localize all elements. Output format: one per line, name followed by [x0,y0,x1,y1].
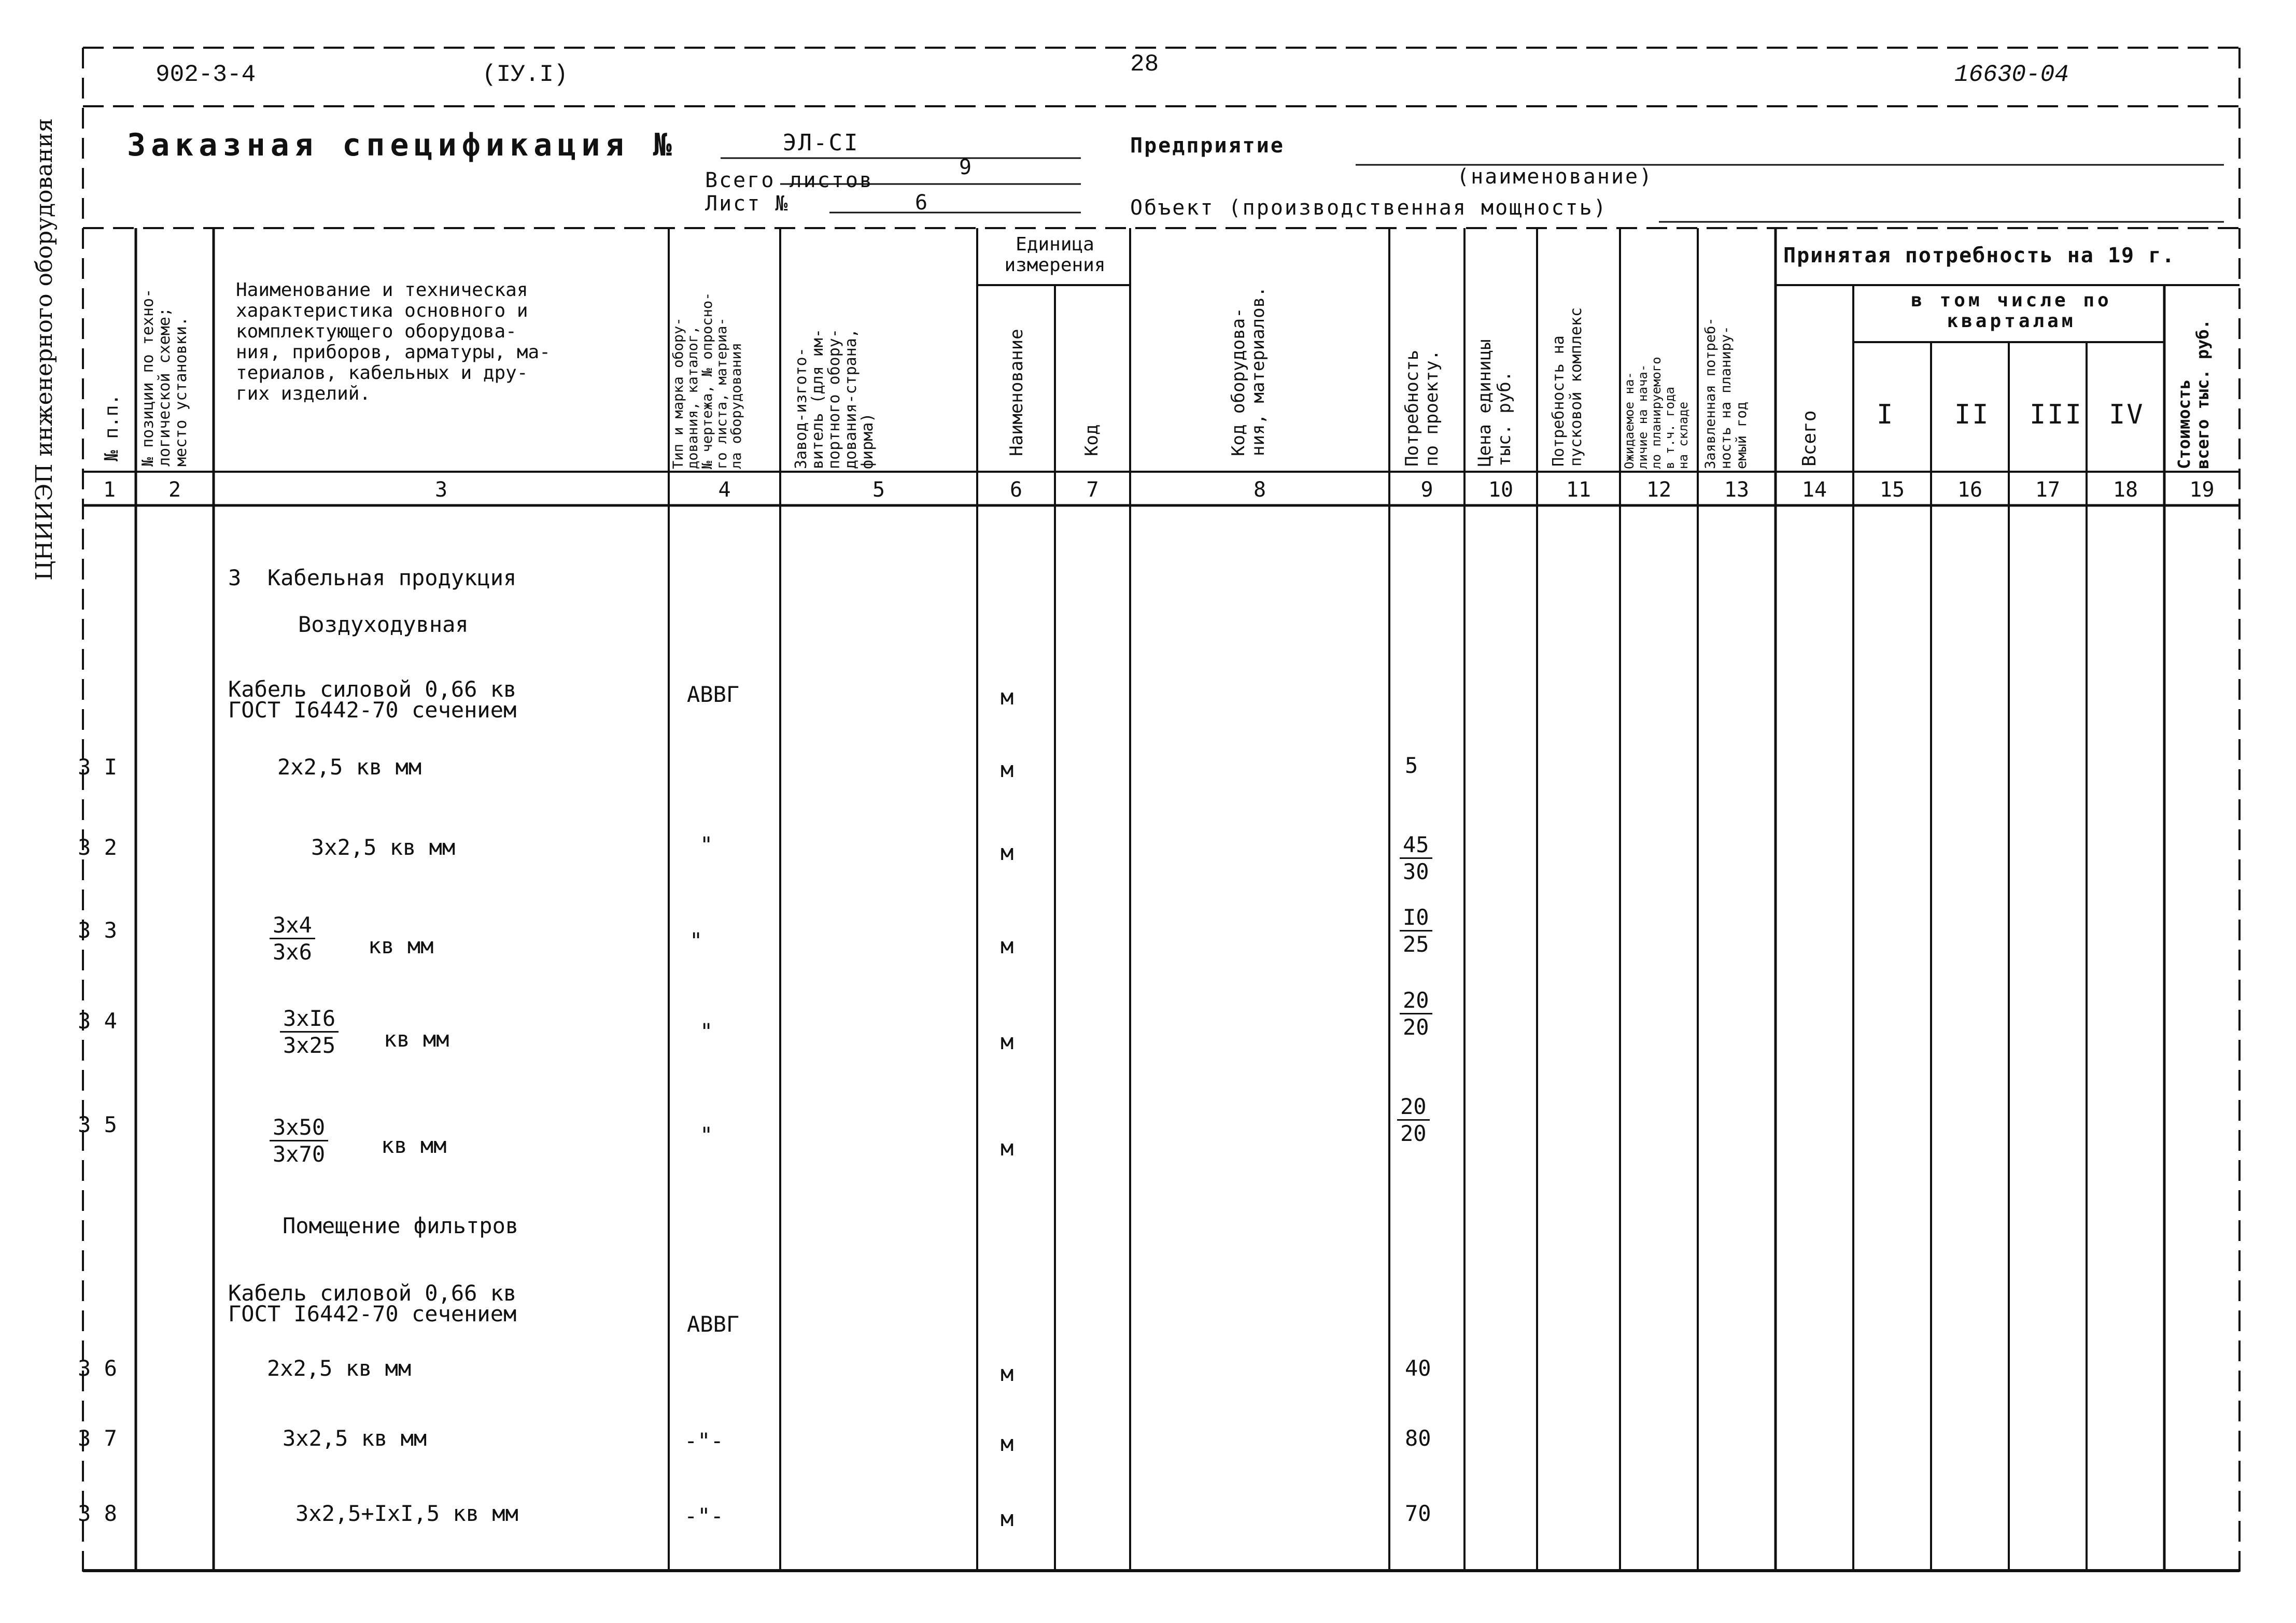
col-number: 2 [168,478,181,502]
col-10-header: Цена единицы тыс. руб. [1474,339,1515,467]
cable-type-b: АВВГ [687,1311,740,1337]
archive-number: 16630-04 [1954,61,2069,88]
row-description-unit: кв мм [384,1026,449,1052]
col-number: 17 [2035,478,2061,502]
row-type: -"- [684,1503,724,1529]
col-number: 16 [1957,478,1983,502]
row-description: 2х2,5 кв мм [277,754,422,780]
cable-description-b: Кабель силовой 0,66 кв ГОСТ I6442-70 сечением [228,1280,517,1326]
row-quantity: 5 [1405,753,1418,778]
cable-unit-a: м [1001,684,1014,710]
row-unit: м [1001,1506,1014,1531]
col-13-header: Заявленная потреб- ность на планиру- емый год [1702,317,1750,469]
col-11-header: Потребность на пусковой комплекс [1550,307,1585,467]
row-description: 3х2,5 кв мм [283,1426,427,1451]
col-number: 14 [1801,478,1827,502]
row-unit: м [1001,840,1014,865]
row-unit: м [1001,1029,1014,1054]
name-hint: (наименование) [1457,165,1654,189]
quarter-1-header: I [1877,399,1895,430]
row-unit: м [1001,1431,1014,1456]
row-description-unit: кв мм [368,933,434,958]
row-quantity: 80 [1405,1426,1431,1451]
sheet-number-label: Лист № [705,192,790,216]
row-number: 3 5 [78,1112,117,1137]
col-3-header: Наименование и техническая характеристика основного и комплектующего оборудова- ния, приборов, арматуры, ма- териалов, кабельных и дру- гих изделий. [236,279,551,404]
row-description-unit: кв мм [381,1133,447,1158]
row-quantity: 40 [1405,1356,1431,1381]
section-heading: 3 Кабельная продукция [228,565,517,590]
col-number: 3 [434,478,448,502]
row-number: 3 7 [78,1426,117,1451]
col-5-header: Завод-изгото- витель (для им- портного обору- дования-страна, фирма) [792,329,877,469]
col-12-header: Ожидаемое на- личие на нача- ло планируемого в т.ч. года на складе [1622,357,1691,469]
row-number: 3 8 [78,1501,117,1526]
col-number: 10 [1488,478,1514,502]
col-2-header: № позиции по техно- логической схеме; место установки. [139,288,190,467]
col-number: 5 [872,478,885,502]
sheets-total-label: Всего листов [705,168,874,192]
organization-stamp: ЦНИИЭП инженерного оборудования [31,118,58,581]
cable-description-a: Кабель силовой 0,66 кв ГОСТ I6442-70 сечением [228,676,517,723]
row-description-fraction: 3хI6 3х25 [280,1006,339,1058]
row-type: " [689,928,703,953]
cable-type-a: АВВГ [687,682,740,707]
row-quantity: 70 [1405,1501,1431,1526]
row-number: 3 6 [78,1356,117,1381]
col-number: 19 [2189,478,2215,502]
col-19-header: Стоимость всего тыс. руб. [2174,319,2213,469]
col-number: 13 [1724,478,1750,502]
object-label: Объект (производственная мощность) [1130,196,1608,220]
enterprise-label: Предприятие [1130,134,1285,158]
row-number: 3 3 [78,918,117,943]
subsection-blower: Воздуходувная [298,612,469,637]
col-number: 1 [103,478,116,502]
row-number: 3 4 [78,1008,117,1034]
row-description-fraction: 3х4 3х6 [270,912,315,965]
col-number: 15 [1879,478,1905,502]
row-type: " [700,1019,713,1044]
spec-number: ЭЛ-СI [783,130,860,156]
unit-group-header: Единица измерения [1004,234,1106,276]
col-number: 12 [1646,478,1672,502]
row-quantity: $\frac{20}{20}$ [1400,987,1432,1040]
col-number: 6 [1009,478,1023,502]
accepted-need-title: Принятая потребность на 19 г. [1783,244,2176,267]
row-quantity: $\frac{45}{30}$ [1400,832,1432,884]
col-number: 7 [1086,478,1099,502]
sheet-number: 6 [915,191,929,215]
col-9-header: Потребность по проекту. [1402,349,1442,467]
col-1-header: № п.п. [101,393,122,461]
quarter-2-header: II [1954,399,1990,430]
album-number: (IУ.I) [482,61,568,88]
row-type: " [700,1122,713,1148]
row-number: 3 2 [78,835,117,860]
row-description: 2х2,5 кв мм [267,1356,412,1381]
row-quantity: $\frac{20}{20}$ [1397,1094,1430,1146]
col-number: 11 [1566,478,1591,502]
doc-code: 902-3-4 [156,61,256,88]
quarters-label: в том числе по кварталам [1911,290,2112,332]
row-type: " [700,832,713,857]
row-type: -"- [684,1428,724,1453]
sheets-total: 9 [959,156,974,179]
col-14-header: Всего [1799,410,1820,467]
quarter-4-header: IV [2109,399,2145,430]
spec-title: Заказная спецификация № [127,127,677,163]
col-number: 4 [718,478,731,502]
row-unit: м [1001,933,1014,958]
quarter-3-header: III [2030,399,2083,430]
col-8-header: Код оборудова- ния, материалов. [1228,286,1269,456]
page-number: 28 [1130,51,1159,78]
subsection-filters: Помещение фильтров [283,1213,519,1238]
col-number: 18 [2112,478,2138,502]
row-description: 3х2,5 кв мм [311,835,456,860]
row-unit: м [1001,1361,1014,1386]
row-unit: м [1001,1135,1014,1161]
row-quantity: $\frac{I0}{25}$ [1400,905,1432,957]
col-6-header: Наименование [1006,329,1027,456]
row-description: 3х2,5+IхI,5 кв мм [295,1501,518,1526]
row-unit: м [1001,757,1014,782]
col-7-header: Код [1081,424,1102,456]
row-description-fraction: 3х50 3х70 [270,1114,328,1167]
row-number: 3 I [78,754,117,780]
col-number: 9 [1420,478,1433,502]
col-number: 8 [1253,478,1266,502]
col-4-header: Тип и марка обору- дования, каталог, № чертежа, № опросно- го листа, материа- ла оборудования [670,292,744,469]
